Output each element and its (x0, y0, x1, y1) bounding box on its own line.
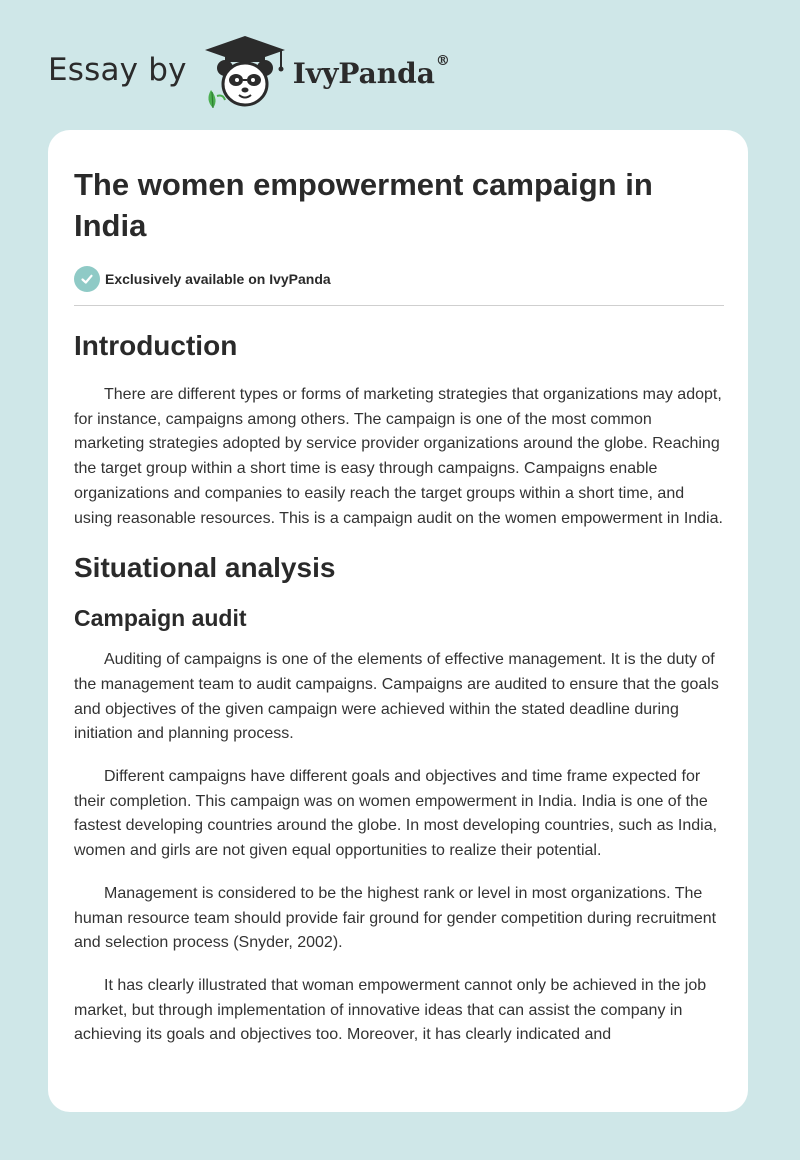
title-divider (74, 305, 724, 306)
check-circle-icon (74, 266, 100, 292)
essay-by-label: Essay by (48, 52, 187, 88)
paragraph: It has clearly illustrated that woman empowerment cannot only be achieved in the job market, but through implementation of innovative ideas that can assist the company in achieving its goals and objectives too. Moreover, it has clearly indicated and (74, 976, 707, 1044)
panda-graduate-icon[interactable] (201, 34, 289, 110)
paragraph: Different campaigns have different goals and objectives and time frame expected for their completion. This campaign was on women empowerment in India. India is one of the fastest developing countries around the globe. In most developing countries, such as India, women and girls are not given equal opportunities to realize their potential. (74, 768, 718, 860)
site-header (48, 34, 450, 110)
subheading-campaign-audit: Campaign audit (74, 605, 247, 632)
paragraph: There are different types or forms of marketing strategies that organizations may adopt, for instance, campaigns among others. The campaign is one of the most common marketing strategies adopted by service provider organizations around the globe. Reaching the target group within a short time is easy through campaigns. Campaigns enable organizations and companies to easily reach the target groups within a short time, and using reasonable resources. This is a campaign audit on the women empowerment in India. (74, 386, 723, 527)
essay-title: The women empowerment campaign in India (74, 167, 653, 243)
paragraph: Auditing of campaigns is one of the elements of effective management. It is the duty of the management team to audit campaigns. Campaigns are audited to ensure that the goals and objectives of the given campaign were achieved within the stated deadline during initiation and planning process. (74, 651, 719, 743)
essay-card (48, 130, 748, 1112)
paragraph: Management is considered to be the highest rank or level in most organizations. The human resource team should provide fair ground for gender competition during recruitment and selection process (Snyder, 2002). (74, 884, 717, 952)
ivypanda-logo-text[interactable]: IvyPanda® (292, 52, 450, 90)
section-heading-introduction: Introduction (74, 330, 238, 361)
exclusive-label: Exclusively available on IvyPanda (105, 271, 331, 287)
section-heading-situational-analysis: Situational analysis (74, 552, 336, 584)
exclusive-badge (74, 265, 724, 293)
essay-content (74, 164, 724, 1048)
